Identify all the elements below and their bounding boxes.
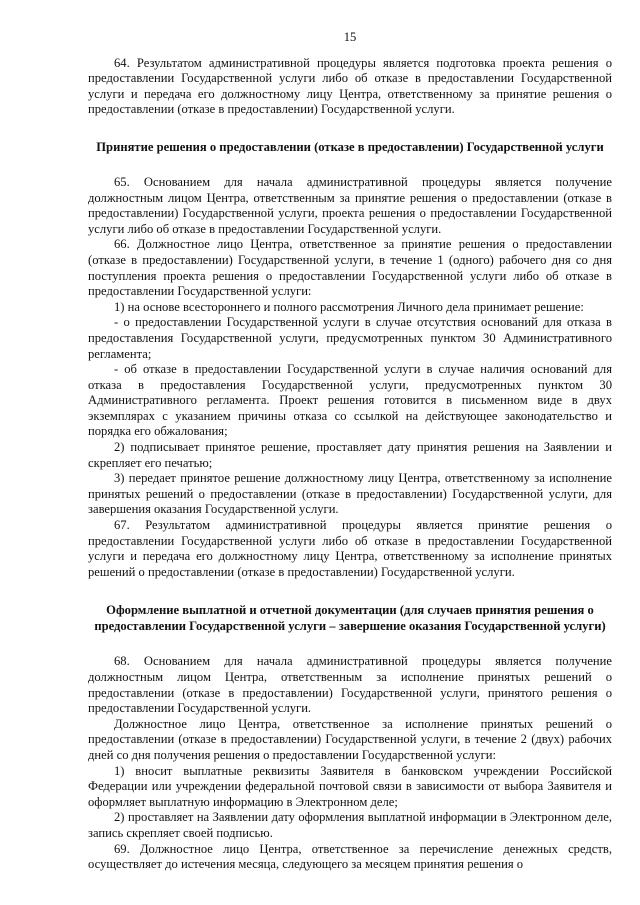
paragraph-66-item-1b: - об отказе в предоставлении Государственной услуги в случае наличия оснований для отказа в предоставления Государственной услуги, предусмотренных пунктом 30 Административного регламента. Проект решения готовится в письменном виде в двух экземплярах с указанием причины отказа со ссылкой на действующее законодательство и порядка его обжалования; (88, 362, 612, 439)
paragraph-66: 66. Должностное лицо Центра, ответственное за принятие решения о предоставлении (отказе в предоставлении) Государственной услуги, в течение 1 (одного) рабочего дня со дня поступления проекта решения о предоставлении Государственной услуги либо об отказе в предоставлении Государственной услуги: (88, 237, 612, 299)
section-heading-decision: Принятие решения о предоставлении (отказе в предоставлении) Государственной услуги (96, 139, 604, 154)
paragraph-67: 67. Результатом административной процедуры является принятие решения о предоставлении Государственной услуги либо об отказе в предоставлении Государственной услуги и передача его должностному лицу Центра, ответственному за исполнение принятых решений о предоставлении (отказе в предоставлении) Государственной услуги. (88, 518, 612, 579)
paragraph-66-item-1: 1) на основе всестороннего и полного рассмотрения Личного дела принимает решение: (114, 299, 584, 314)
paragraph-68: 68. Основанием для начала административной процедуры является получение должностным лицом Центра, ответственным за исполнение принятых решений о предоставлении (отказе в предоставлении) Государственной услуги, принятого решения о предоставлении Государственной услуги. (88, 654, 612, 716)
paragraph-64: 64. Результатом административной процедуры является подготовка проекта решения о предоставлении Государственной услуги либо об отказе в предоставлении Государственной услуги и передача его должностному лицу Центра, ответственному за принятие решения о предоставлении (отказе в предоставлении) Государственной услуги. (88, 55, 612, 117)
page-number: 15 (343, 30, 357, 44)
paragraph-66-item-2: 2) подписывает принятое решение, проставляет дату принятия решения на Заявлении и скрепляет его печатью; (88, 440, 612, 470)
section-heading-payment-docs: Оформление выплатной и отчетной документации (для случаев принятия решения о предоставлении Государственной услуги – завершение оказания Государственной услуги) (94, 603, 606, 634)
paragraph-68-official: Должностное лицо Центра, ответственное за исполнение принятых решений о предоставлении (отказе в предоставлении) Государственной услуги, в течение 2 (двух) рабочих дней со дня получения решения о предоставлении Государственной услуги: (88, 716, 612, 762)
document-page (88, 30, 612, 873)
paragraph-66-item-1a: - о предоставлении Государственной услуги в случае отсутствия оснований для отказа в предоставления Государственной услуги, предусмотренных пунктом 30 Административного регламента; (88, 315, 612, 361)
paragraph-68-item-1: 1) вносит выплатные реквизиты Заявителя в банковском учреждении Российской Федерации или учреждении федеральной почтовой связи в зависимости от выбора Заявителя и оформляет выплатную информацию в Электронном деле; (88, 763, 612, 809)
paragraph-69: 69. Должностное лицо Центра, ответственное за перечисление денежных средств, осуществляет до истечения месяца, следующего за месяцем принятия решения о (88, 841, 612, 872)
paragraph-68-item-2: 2) проставляет на Заявлении дату оформления выплатной информации в Электронном деле, запись скрепляет своей подписью. (88, 810, 612, 840)
paragraph-65: 65. Основанием для начала административной процедуры является получение должностным лицом Центра, ответственным за принятие решения о предоставлении (отказе в предоставлении) Государственной услуги, проекта решения о предоставлении Государственной услуги либо об отказе в предоставлении Государственной услуги. (88, 174, 612, 236)
paragraph-66-item-3: 3) передает принятое решение должностному лицу Центра, ответственному за исполнение принятых решений о предоставлении (отказе в предоставлении) Государственной услуги, для завершения оказания Государственной услуги. (88, 471, 612, 517)
